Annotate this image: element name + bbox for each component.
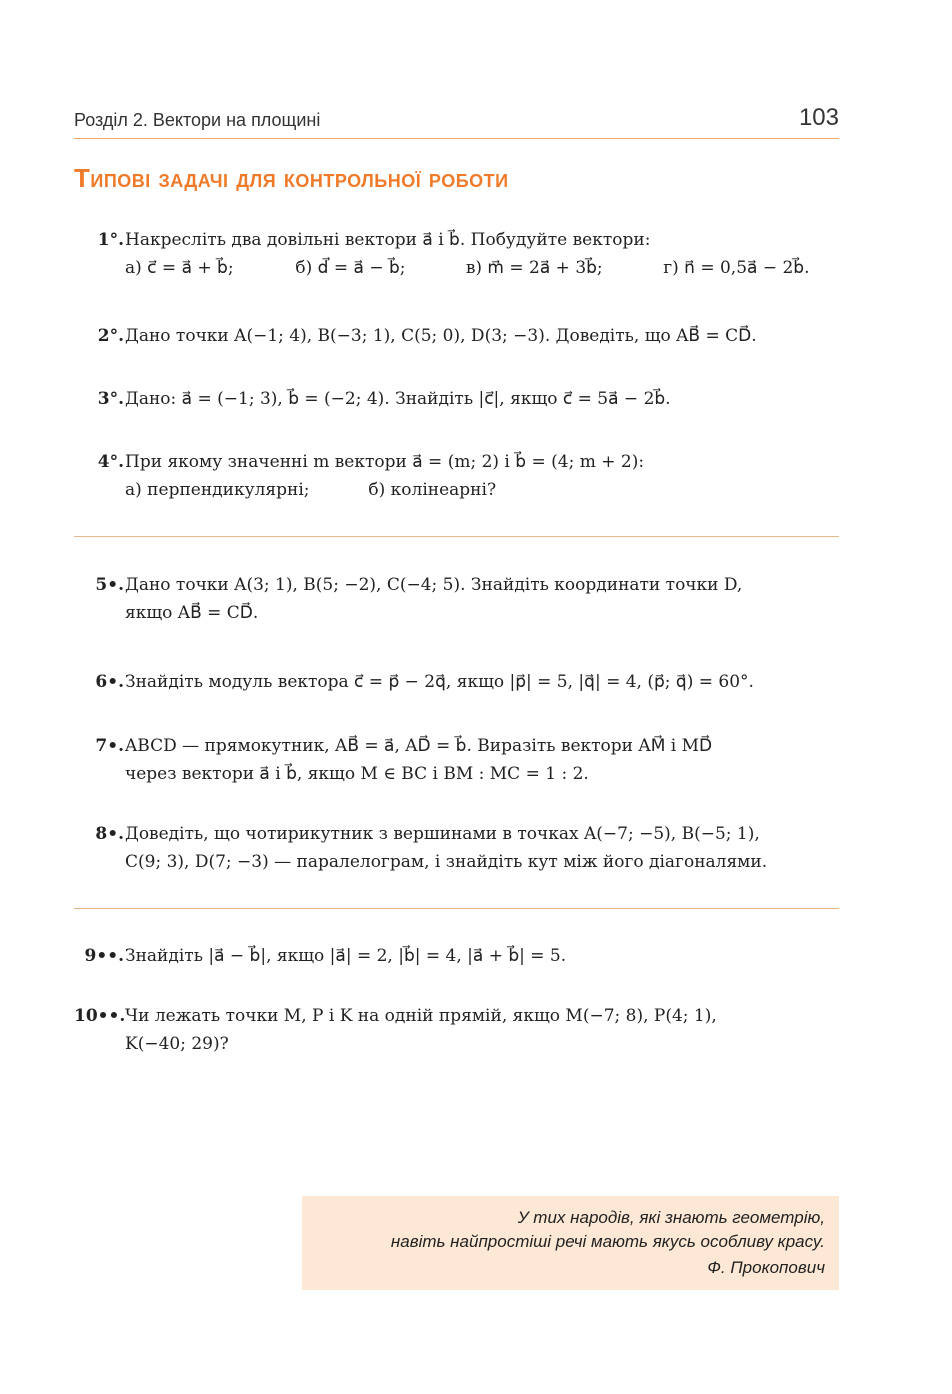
task-text: Доведіть, що чотирикутник з вершинами в точках A(−7; −5), B(−5; 1), — [125, 824, 760, 844]
task-text: При якому значенні m вектори a⃗ = (m; 2) і b⃗ = (4; m + 2): — [125, 452, 645, 472]
task-number: 8•. — [95, 824, 124, 844]
subitem-b: б) d⃗ = a⃗ − b⃗; — [295, 258, 406, 278]
task-4 — [74, 448, 839, 504]
subitem-b: б) колінеарні? — [368, 480, 497, 500]
task-text: ABCD — прямокутник, AB⃗ = a⃗, AD⃗ = b⃗. Виразіть вектори AM⃗ і MD⃗ — [125, 736, 713, 756]
subitem-d: г) n⃗ = 0,5a⃗ − 2b⃗. — [663, 258, 810, 278]
task-5 — [74, 571, 839, 627]
section-divider — [74, 908, 839, 909]
task-3 — [74, 385, 839, 413]
task-number: 5•. — [95, 575, 124, 595]
task-text: K(−40; 29)? — [125, 1034, 229, 1054]
task-text: Знайдіть |a⃗ − b⃗|, якщо |a⃗| = 2, |b⃗| = 4, |a⃗ + b⃗| = 5. — [125, 946, 567, 966]
task-subitems — [125, 254, 839, 282]
quote-line-1: У тих народів, які знають геометрію, — [517, 1208, 825, 1227]
task-number: 9••. — [84, 946, 124, 966]
task-1 — [74, 226, 839, 282]
quote-author: Ф. Прокопович — [707, 1258, 825, 1277]
task-text: Дано точки A(3; 1), B(5; −2), C(−4; 5). Знайдіть координати точки D, — [125, 575, 743, 595]
task-10 — [74, 1002, 839, 1058]
task-text: Дано: a⃗ = (−1; 3), b⃗ = (−2; 4). Знайдіть |c⃗|, якщо c⃗ = 5a⃗ − 2b⃗. — [125, 389, 671, 409]
section-title: Розділ 2. Вектори на площині — [74, 110, 321, 130]
task-6 — [74, 668, 839, 696]
task-number: 6•. — [95, 672, 124, 692]
task-number: 10••. — [74, 1006, 126, 1026]
page-title: Типові задачі для контрольної роботи — [74, 163, 509, 193]
task-text: Чи лежать точки M, P і K на одній прямій, якщо M(−7; 8), P(4; 1), — [125, 1006, 717, 1026]
subitem-a: а) перпендикулярні; — [125, 480, 310, 500]
subitem-a: а) c⃗ = a⃗ + b⃗; — [125, 258, 234, 278]
task-text: C(9; 3), D(7; −3) — паралелограм, і знайдіть кут між його діагоналями. — [125, 852, 768, 872]
epigraph-box — [302, 1196, 839, 1290]
task-number: 1°. — [97, 230, 124, 250]
task-number: 7•. — [95, 736, 124, 756]
task-subitems — [125, 476, 839, 504]
task-8 — [74, 820, 839, 876]
task-text: Дано точки A(−1; 4), B(−3; 1), C(5; 0), D(3; −3). Доведіть, що AB⃗ = CD⃗. — [125, 326, 757, 346]
quote-line-2: навіть найпростіші речі мають якусь особливу красу. — [390, 1232, 825, 1251]
section-divider — [74, 536, 839, 537]
task-number: 2°. — [97, 326, 124, 346]
task-text: якщо AB⃗ = CD⃗. — [125, 603, 259, 623]
page-header — [74, 104, 839, 139]
task-7 — [74, 732, 839, 788]
task-text: Знайдіть модуль вектора c⃗ = p⃗ − 2q⃗, якщо |p⃗| = 5, |q⃗| = 4, (p⃗; q⃗) = 60°. — [125, 672, 754, 692]
task-number: 3°. — [97, 389, 124, 409]
task-text: Накресліть два довільні вектори a⃗ і b⃗. Побудуйте вектори: — [125, 230, 651, 250]
task-2 — [74, 322, 839, 350]
task-text: через вектори a⃗ і b⃗, якщо M ∈ BC і BM : MC = 1 : 2. — [125, 764, 589, 784]
task-number: 4°. — [97, 452, 124, 472]
subitem-c: в) m⃗ = 2a⃗ + 3b⃗; — [465, 258, 603, 278]
page-number: 103 — [798, 104, 839, 131]
task-9 — [74, 942, 839, 970]
